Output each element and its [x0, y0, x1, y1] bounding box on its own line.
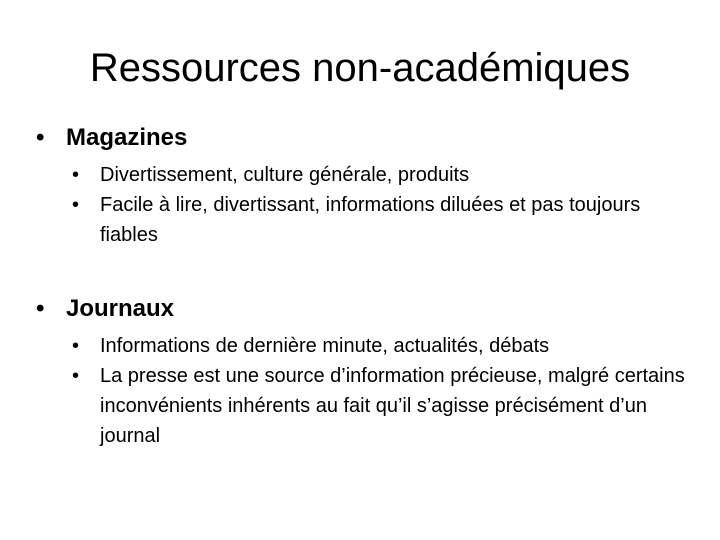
list-item: [72, 361, 696, 451]
section-journaux: [36, 291, 696, 451]
section-magazines: [36, 120, 696, 250]
bullet-icon: •: [36, 124, 45, 151]
list-item-text: La presse est une source d’information précieuse, malgré certains inconvénients inhérents au fait qu’il s’agisse précisément d’un journal: [100, 365, 685, 447]
list-item-text: Divertissement, culture générale, produits: [100, 164, 470, 186]
sub-bullet-list: [72, 331, 696, 451]
section-heading: [36, 291, 696, 327]
bullet-icon: •: [72, 164, 80, 186]
list-item: [72, 160, 696, 190]
bullet-icon: •: [72, 365, 80, 387]
list-item: [72, 190, 696, 250]
list-item-text: Informations de dernière minute, actualités, débats: [100, 335, 550, 357]
section-heading-label: Journaux: [66, 295, 175, 322]
bullet-icon: •: [72, 194, 80, 216]
bullet-icon: •: [72, 335, 80, 357]
slide-title: Ressources non-académiques: [89, 46, 631, 90]
list-item-text: Facile à lire, divertissant, informations diluées et pas toujours fiables: [100, 194, 641, 246]
list-item: [72, 331, 696, 361]
section-heading-label: Magazines: [66, 124, 188, 151]
section-heading: [36, 120, 696, 156]
bullet-icon: •: [36, 295, 45, 322]
sub-bullet-list: [72, 160, 696, 250]
